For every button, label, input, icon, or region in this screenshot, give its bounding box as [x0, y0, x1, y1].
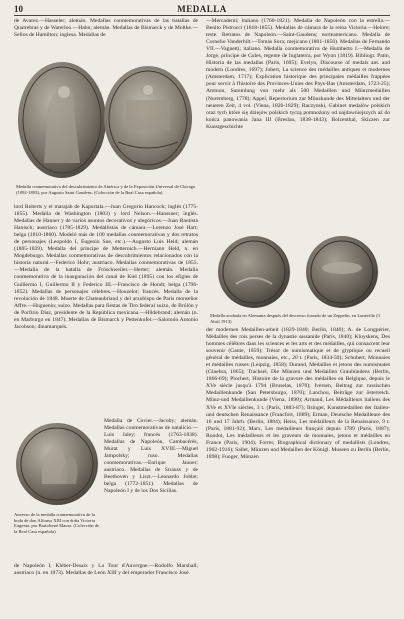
wedding-medal-illustration: [14, 418, 100, 510]
paragraph: —Mercadenti; italiano (1760-1821). Medalla de Napoleón con la estrella.—Benito Pistrucci (1818-1855). Medallas de cámara de la reina Victoria.—Heinre; teste. Retratos de Napoleón.—Saint-Gaudens; norteamericano. Medalla de Cornelio Vanderbilt.—Tomás Sora; mejicano (1801-1850). Medallas de Fernando VII.—Vagnetti; italiano. Medalla conmemorativa de Humberto I.—Medalla de Jorge, príncipe de Gales, regente de Inglaterra, por Wyon (1819). Bibliogr. Patin, Historia de las medallas (París, 1695); Evelyn, Discourse of medals ant. and modern (Londres, 1697); Jobert, La science des médailles antiques et modernes (Amsterdam, 1717); Explication historique des principales médailles frappées pour servir à l'histoire des Provinces-Unies des Pays-Bas (Amsterdam, 1723-25); Ammon, Sammlung von mehr als 500 Medaillen und Münzmedaillen (Nuremberg, 1778); Appel, Repertorium zur Münzkunde des Mittelalters und der neueren Zeit, 4 vol. (Viena, 1820-1829); Raczynski, Gabinet medalów polskich oraz tych które się dziejów polskich tyczą pomnożony od najdawniejszych aż do końca panowania Jana III (Breslau, 1838-1843); Bolzenthal, Skizzen zur Kunstgeschichte: [206, 18, 390, 130]
caption-text: Medalla conmemorativa del descubrimiento de América y de la Exposición Universal de Chicago (1892-1893), por Augusto Saint Gaudens. (Colección de la Real Casa española): [16, 184, 196, 195]
text-left-top: [14, 18, 198, 56]
paragraph: de Avarez.—Hasseler; alemán. Medallas conmemorativas de las batallas de Quatrebras y de Waterloo.—Hahn; alemán. Medallas de Bismarck y de Moltke.—Sellos de Hamilton; inglesa. Medallas de: [14, 18, 198, 39]
zeppelin-medal-illustration: [206, 232, 390, 312]
caption-text: Medalla acuñada en Alemania después del descenso forzado de un Zeppelin, en Lunéville (3 Abril 1913): [210, 313, 380, 324]
page-title: MEDALLA: [177, 4, 227, 14]
text-right-mid: [206, 327, 390, 605]
text-right-top: [206, 18, 390, 229]
paragraph: Medalla de Cuvier.—Jacoby; alemán. Medallas conmemorativas de natalicio.—Luis Jaley; francés (1763-1838). Medallas de Napoleón, Cambacérès, Murat y Luis XVIII.—Miguel Jampolsky; ruso. Medallas conmemorativas.—Enrique Jauner; austriaco. Medallas de Strauss y de Beethoven y Liszt.—Leonardo Jobbe; belga (1772-1851). Medallas de Napoleón I y de los Dos Sicilias.: [104, 418, 198, 495]
caption-figure-1: [16, 184, 198, 202]
page-number: 10: [14, 4, 23, 14]
paragraph: lord Roberts y el marajah de Kapurtala.—Juan Gregorio Hancock; inglés (1775-1855). Medalla de Washington (1803) y lord Nelson.—Hanssner; inglés. Medallas de Hanner y de varios asuntos decorativos y alegóricos.—Juan Bautista Hanisch; austriaco (1785-1829). Medallistas de cámara.—Lorenzo José Hart; belga (1810-1860). Modeló más de 100 medallas conmemorativas y dos retratos de personajes (Leopoldo I, Eugenio Sue, etc.).—Augusto Luis Held; alemán (1805-1839). Medalla del príncipe de Metternich.—Hermann Held, n. en Mogdeburgo. Medallas conmemorativas de descubrimientos relacionados con la historia natural.—Federico Hohr; austriaco. Medallas conmemorativas de 1855.—Medalla de la batalla de Fröschweiler.—Herter; alemán. Medalla conmemorativa de la inauguración del canal de Kiel (1895) con los efigies de Guillermo I, Guillermo II y Federico III.—Francisco de Hondt; belga (1796-1852). Medallas de personajes célebres.—Houzelot; francés. Medalla de la revolución de 1848. Muerte de Chateaubriand y del arzobispo de París monseñor Affre.—Huguenin; suizo. Medallas para fiestas de Tiro federal suizo, de Brúlón y de Porfirio Díaz, presidente de la República mexicana.—Hildebrand; alemán (n. en Marburgo en 1847). Medallas de Bismarck y Pettenkofer.—Salomón Antonio Jacobson; dinamarqués.: [14, 204, 198, 330]
caption-figure-3: [14, 512, 100, 556]
figure-zeppelin-medal: [206, 232, 390, 312]
figure-wedding-medal: [14, 418, 100, 510]
text-left-mid: [14, 204, 198, 415]
medal-pair-illustration: [14, 58, 198, 183]
text-left-bottom: [14, 563, 198, 605]
header-rule: [14, 15, 390, 16]
caption-text: Anverso de la medalla conmemorativa de la boda de don Alfonso XIII con doña Victoria Eugenia, por Bartolomé Maura. (Colección de la Real Casa española): [14, 512, 100, 534]
text-left-mid2: [104, 418, 198, 560]
caption-figure-2: [210, 313, 388, 325]
figure-chicago-medal: [14, 58, 198, 183]
paragraph: der modernen Medaillen-arbeit (1829-1840; Berlín, 1840); A. de Longpérier, Médailles des rois perses de la dynastie sassanide (París, 1840); Kluyskens, Des hommes célèbres dans les sciences et les arts et des médailles, qui consacrent leur souvenir (Gante, 1859); Trésor de numismatique et de glyptique ou recueil général de médailles, monnaies, etc., 20 t. (París, 1834-50); Schubert, Monnaies et médailles russes (Leipzig, 1858); Durand, Médailles et jetons des numismates (Ginebra, 1865); Trachsel, Die Münzen und Medaillen Graubündens (Berlín, 1866-69); Plochert, Histoire de la gravure des médailles en Belgique, depuis le XVe siècle jusqu'à 1794 (Bruselas, 1870); Iversen, Beitrag zur russischen Medaillenkunde (San Petersburgo, 1870); Lanchou, Beiträge zur österreich. Münz-und Medaillenkunde (Viena, 1890); Armand, Les Médailleurs italiens des XVe et XVIe siècles, 3 t. (París, 1883-87); Ilsinger, Kunstmedaillen der Italien- und deutschen Renaissance (Francfort, 1889); Erman, Deutsche Medailleure des 16 und 17 Jahrh. (Berlín, 1884); Heiss, Les médailleurs de la Renaissance, 9 t. (París, 1881-92); Marx, Les médailleurs français depuis 1789 (París, 1887); Rondot, Les médailleurs et les graveurs de monnaies, jetons et médailles en France (París, 1904); Forrer, Biographical dictionary of medallists (Londres, 1902-1916); Sallet, Münzen und Medaillen der Königl. Museen zu Berlín (Berlín, 1898); Fuoger, Münzen: [206, 327, 390, 460]
paragraph: de Napoleón I, Kléber-Desaix y La Tour d'Auvergne.—Rodolfo Marshall; austriaco (n. en 1873). Medallas de León XIII y del emperador Francisco José.: [14, 563, 198, 577]
